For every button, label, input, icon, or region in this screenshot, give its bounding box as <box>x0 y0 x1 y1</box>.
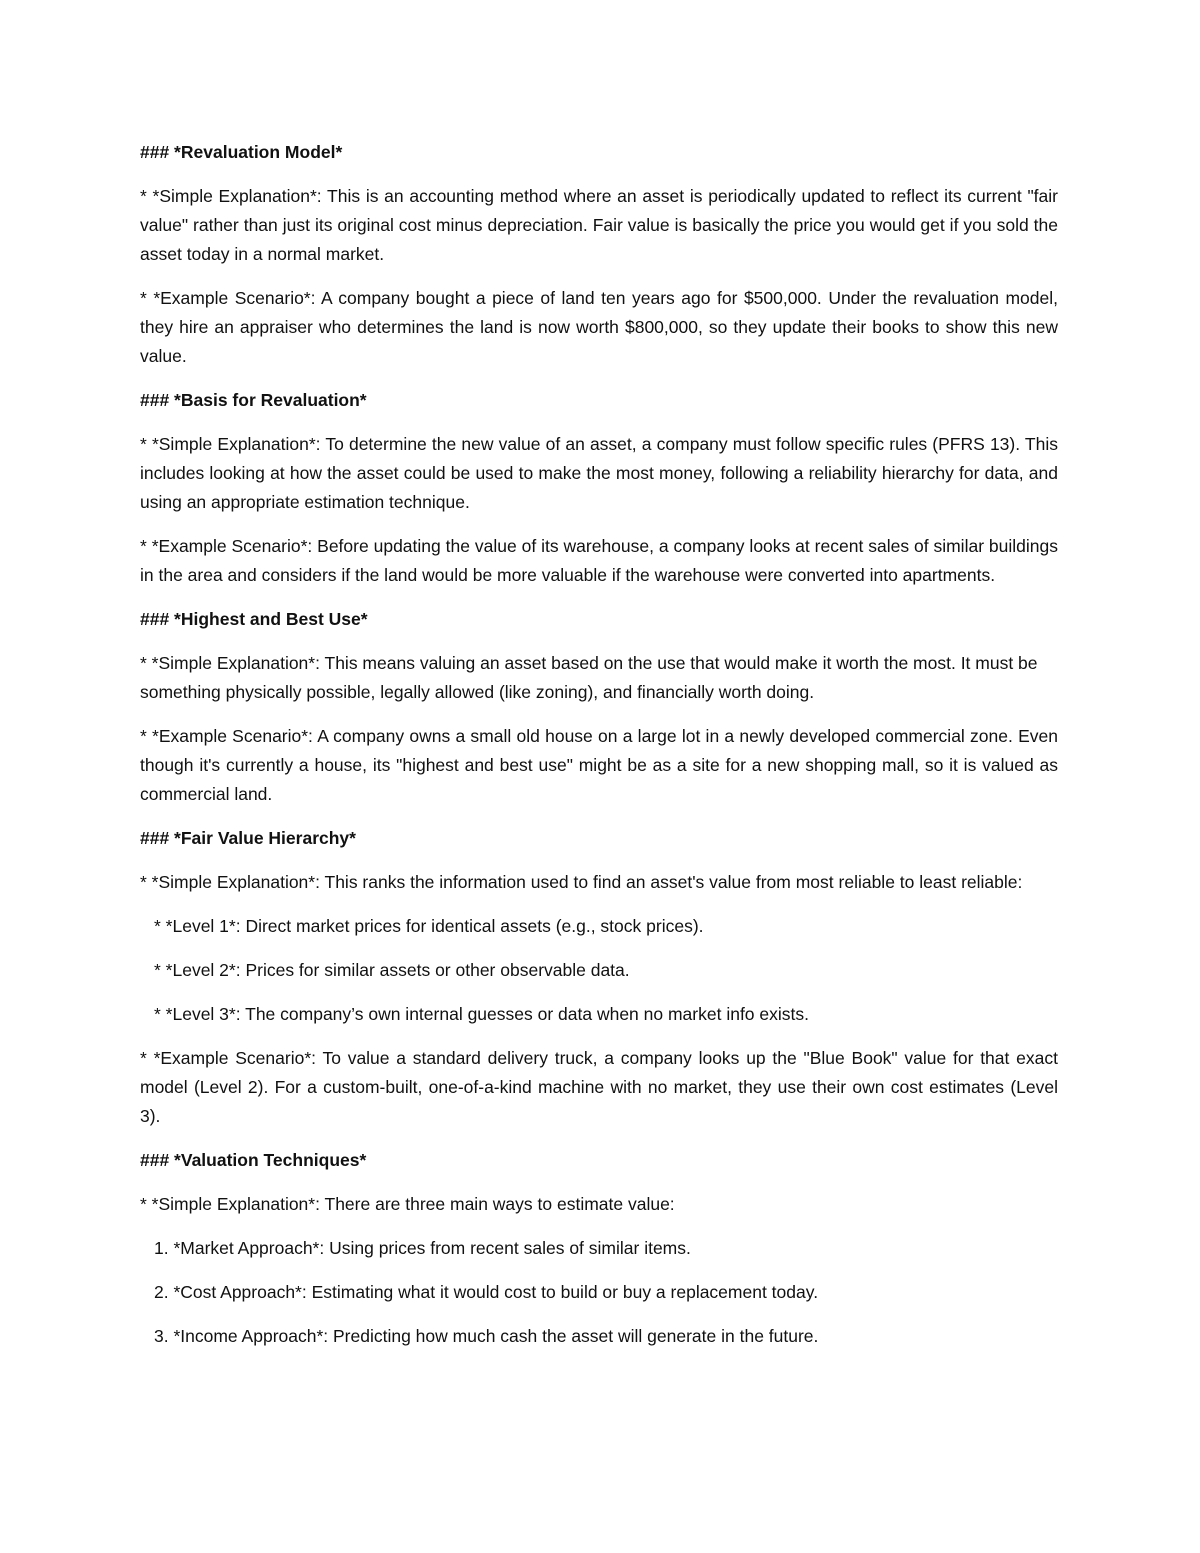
simple-explanation: * *Simple Explanation*: To determine the new value of an asset, a company must follow specific rules (PFRS 13). This includes looking at how the asset could be used to make the most money, following a reliability hierarchy for data, and using an appropriate estimation technique. <box>140 434 1058 512</box>
example-scenario: * *Example Scenario*: Before updating the value of its warehouse, a company looks at recent sales of similar buildings in the area and considers if the land would be more valuable if the warehouse were converted into apartments. <box>140 536 1058 585</box>
simple-explanation: * *Simple Explanation*: This ranks the information used to find an asset's value from most reliable to least reliable: <box>140 872 1023 892</box>
hierarchy-level-3: * *Level 3*: The company’s own internal guesses or data when no market info exists. <box>154 1004 809 1024</box>
document-page <box>140 138 1058 1366</box>
simple-explanation: * *Simple Explanation*: There are three main ways to estimate value: <box>140 1194 675 1214</box>
section-heading: ### *Revaluation Model* <box>140 142 343 162</box>
section-highest-and-best-use <box>140 605 1058 809</box>
section-fair-value-hierarchy <box>140 824 1058 1131</box>
income-approach-item: 3. *Income Approach*: Predicting how much cash the asset will generate in the future. <box>154 1326 819 1346</box>
market-approach-item: 1. *Market Approach*: Using prices from recent sales of similar items. <box>154 1238 691 1258</box>
simple-explanation: * *Simple Explanation*: This means valuing an asset based on the use that would make it worth the most. It must be something physically possible, legally allowed (like zoning), and financially worth doing. <box>140 653 1038 702</box>
example-scenario: * *Example Scenario*: A company bought a piece of land ten years ago for $500,000. Under the revaluation model, they hire an appraiser who determines the land is now worth $800,000, so they update their books to show this new value. <box>140 288 1058 366</box>
section-revaluation-model <box>140 138 1058 371</box>
example-scenario: * *Example Scenario*: To value a standard delivery truck, a company looks up the "Blue Book" value for that exact model (Level 2). For a custom-built, one-of-a-kind machine with no market, they use their own cost estimates (Level 3). <box>140 1048 1058 1126</box>
cost-approach-item: 2. *Cost Approach*: Estimating what it would cost to build or buy a replacement today. <box>154 1282 819 1302</box>
section-heading: ### *Fair Value Hierarchy* <box>140 828 356 848</box>
simple-explanation: * *Simple Explanation*: This is an accounting method where an asset is periodically updated to reflect its current "fair value" rather than just its original cost minus depreciation. Fair value is basically the price you would get if you sold the asset today in a normal market. <box>140 186 1058 264</box>
hierarchy-level-1: * *Level 1*: Direct market prices for identical assets (e.g., stock prices). <box>154 916 704 936</box>
section-valuation-techniques <box>140 1146 1058 1351</box>
section-heading: ### *Highest and Best Use* <box>140 609 368 629</box>
section-heading: ### *Basis for Revaluation* <box>140 390 367 410</box>
hierarchy-level-2: * *Level 2*: Prices for similar assets or other observable data. <box>154 960 630 980</box>
section-heading: ### *Valuation Techniques* <box>140 1150 367 1170</box>
section-basis-for-revaluation <box>140 386 1058 590</box>
example-scenario: * *Example Scenario*: A company owns a small old house on a large lot in a newly developed commercial zone. Even though it's currently a house, its "highest and best use" might be as a site for a new shopping mall, so it is valued as commercial land. <box>140 726 1058 804</box>
